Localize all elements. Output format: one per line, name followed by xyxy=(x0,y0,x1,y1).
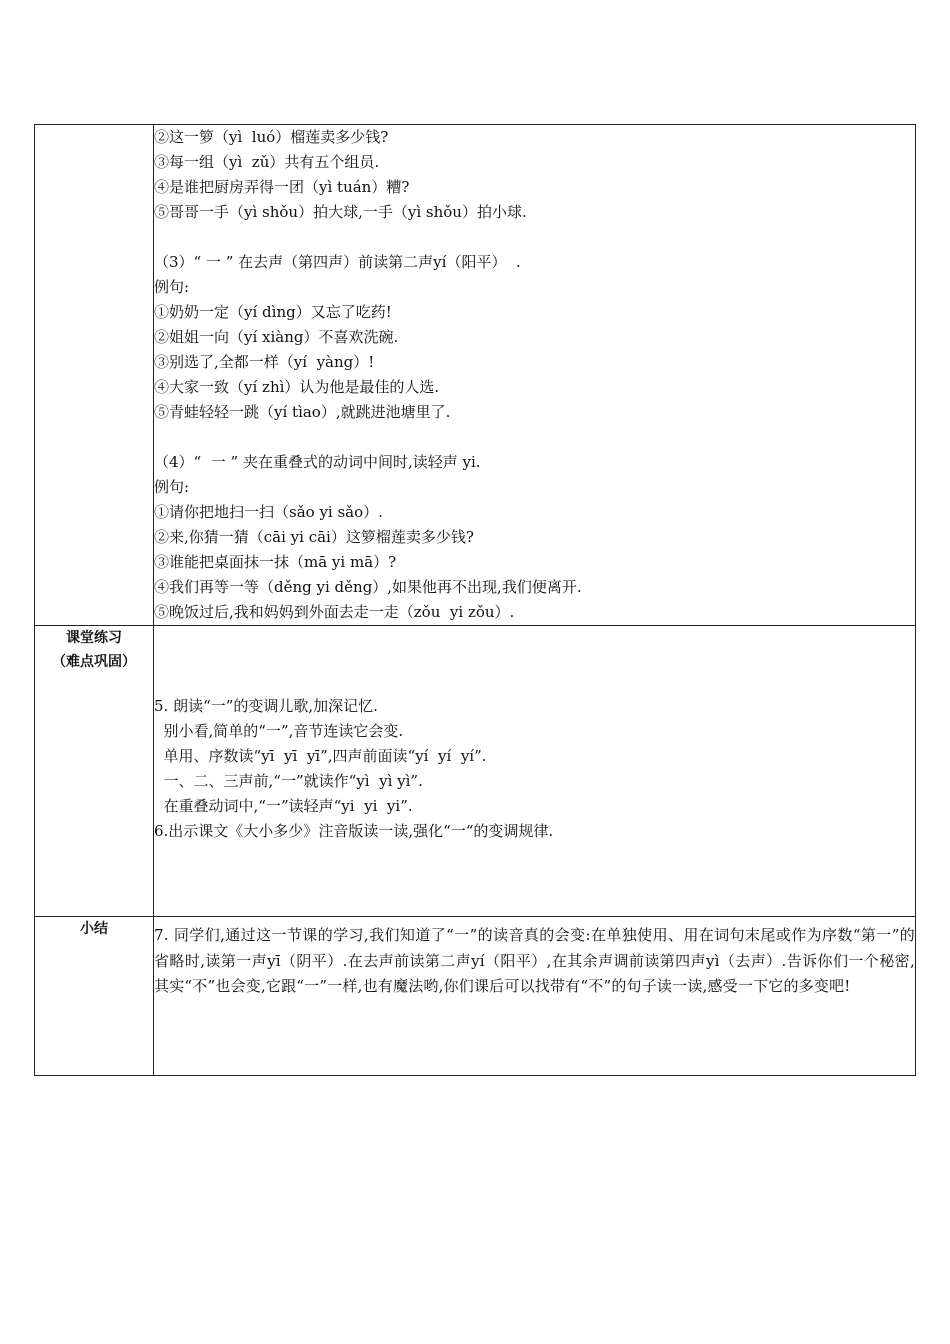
rule-heading: （3）“ 一 ” 在去声（第四声）前读第二声yí（阳平） . xyxy=(154,253,521,271)
summary-paragraph: 7. 同学们,通过这一节课的学习,我们知道了“一”的读音真的会变:在单独使用、用在词句末尾或作为序数“第一”的省略时,读第一声yī（阴平）.在去声前读第二声yí（阳平）,在其余声调前读第四声yì（去声）.告诉你们一个秘密,其实“不”也会变,它跟“一”一样,也有魔法哟,你们课后可以找带有“不”的句子读一读,感受一下它的多变吧! xyxy=(154,926,915,995)
table-row-examples xyxy=(35,125,916,626)
examples-lines xyxy=(154,125,915,625)
text-line: ③别选了,全都一样（yí yàng）! xyxy=(154,353,375,371)
rule-heading: （4）“ 一 ” 夹在重叠式的动词中间时,读轻声 yi. xyxy=(154,453,481,471)
text-line: ⑤哥哥一手（yì shǒu）拍大球,一手（yì shǒu）拍小球. xyxy=(154,203,527,221)
practice-label-subtitle: （难点巩固） xyxy=(52,654,136,670)
text-line: 6.出示课文《大小多少》注音版读一读,强化“一“的变调规律. xyxy=(154,822,554,840)
lesson-table xyxy=(34,124,916,1076)
practice-label xyxy=(35,626,154,917)
text-line: ④我们再等一等（děng yi děng）,如果他再不出现,我们便离开. xyxy=(154,578,582,596)
practice-cell xyxy=(154,626,916,917)
table-row-practice xyxy=(35,626,916,917)
summary-text-wrap xyxy=(154,917,915,1000)
text-line: ④大家一致（yí zhì）认为他是最佳的人选. xyxy=(154,378,440,396)
row-label-empty xyxy=(35,125,154,626)
text-line: ⑤青蛙轻轻一跳（yí tìao）,就跳进池塘里了. xyxy=(154,403,451,421)
blank-line xyxy=(154,225,915,250)
text-line: 单用、序数读“yī yī yī”,四声前面读“yí yí yí”. xyxy=(154,747,487,765)
text-line: ②这一箩（yì luó）榴莲卖多少钱? xyxy=(154,128,389,146)
practice-lines xyxy=(154,626,915,844)
text-line: 5. 朗读“一”的变调儿歌,加深记忆. xyxy=(154,697,378,715)
practice-label-title: 课堂练习 xyxy=(66,630,122,646)
text-line: ③每一组（yì zǔ）共有五个组员. xyxy=(154,153,380,171)
text-line: ②姐姐一向（yí xiàng）不喜欢洗碗. xyxy=(154,328,399,346)
summary-cell xyxy=(154,917,916,1076)
text-line: ①奶奶一定（yí dìng）又忘了吃药! xyxy=(154,303,392,321)
text-line: 一、二、三声前,“一”就读作“yì yì yì”. xyxy=(154,772,423,790)
examples-cell xyxy=(154,125,916,626)
summary-label: 小结 xyxy=(35,917,154,1076)
text-line: ②来,你猜一猜（cāi yi cāi）这箩榴莲卖多少钱? xyxy=(154,528,474,546)
text-line: 在重叠动词中,“一”读轻声“yi yi yi”. xyxy=(154,797,413,815)
table-row-summary xyxy=(35,917,916,1076)
text-line: ③谁能把桌面抹一抹（mā yi mā）? xyxy=(154,553,397,571)
text-line: ④是谁把厨房弄得一团（yì tuán）糟? xyxy=(154,178,410,196)
text-line: ①请你把地扫一扫（sǎo yi sǎo）. xyxy=(154,503,383,521)
text-line: 别小看,简单的“一”,音节连读它会变. xyxy=(154,722,404,740)
text-line: ⑤晚饭过后,我和妈妈到外面去走一走（zǒu yi zǒu）. xyxy=(154,603,515,621)
examples-label: 例句: xyxy=(154,278,190,296)
examples-label: 例句: xyxy=(154,478,190,496)
blank-line xyxy=(154,425,915,450)
